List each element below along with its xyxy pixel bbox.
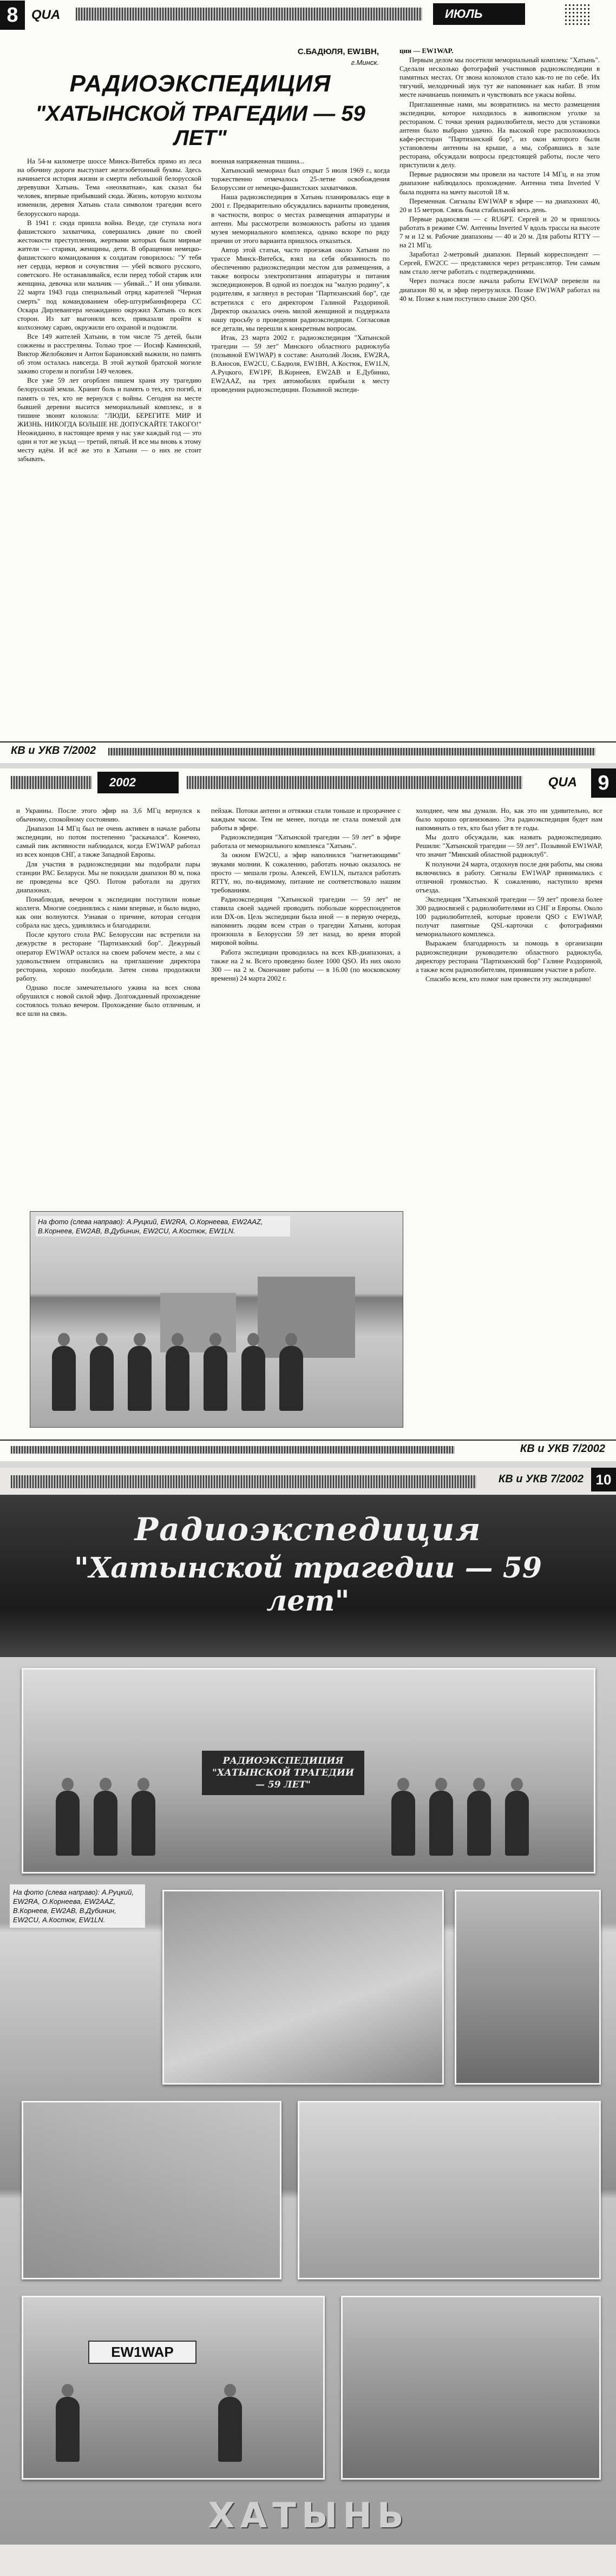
page-footer — [0, 741, 616, 760]
page-number: 8 — [0, 1, 25, 30]
paragraph: Работа экспедиции проводилась на всех КВ-диапазонах, а также на 2 м. Всего проведено более 1000 QSO. Из них около 300 — на 2 м. Окончание работы — в 16.00 (по московскому времени) 24 марта 2002 г. — [211, 948, 401, 982]
expedition-sign: РАДИОЭКСПЕДИЦИЯ "ХАТЫНСКОЙ ТРАГЕДИИ — 59 ЛЕТ" — [202, 1751, 364, 1795]
header-stripe — [76, 8, 422, 21]
callsign-sign: EW1WAP — [88, 2341, 196, 2364]
photo-building — [160, 1293, 236, 1352]
paragraph: Диапазон 14 МГц был не очень активен в начале работы экспедиции, но потом постепенно "раскачался". Конечно, самый пик активности наблюдался, когда EW1WAP работал из всех концов СНГ, а также Западной Европы. — [16, 825, 200, 859]
paragraph: Однако после замечательного ужина на всех снова обрушился с новой силой эфир. Долгожданный прохождение состоялось только вечером. Прохождение было отличным, и все шли на связь. — [16, 983, 200, 1018]
bell-photo-tile — [341, 2296, 601, 2480]
footer-stripe — [11, 1446, 455, 1454]
article-title: РАДИОЭКСПЕДИЦИЯ — [69, 70, 331, 97]
photo-person — [94, 1791, 117, 1856]
header-dots — [564, 3, 591, 25]
article-column-2 — [211, 806, 401, 1201]
paragraph: холоднее, чем мы думали. Но, как это ни удивительно, все было хорошо организовано. Эта радиоэкспедиция будет нам напоминать о тех, кто был убит в те годы. — [416, 807, 602, 832]
page-header — [0, 0, 616, 30]
photo-person — [128, 1346, 152, 1411]
photo-person — [505, 1791, 529, 1856]
page-footer — [0, 1440, 616, 1458]
photo-person — [429, 1791, 453, 1856]
magazine-page-8 — [0, 0, 616, 763]
author-byline: С.БАДЮЛЯ, EW1BH, — [297, 47, 379, 56]
footer-stripe — [108, 748, 595, 755]
header-stripe — [11, 776, 92, 789]
paragraph: Первые радиосвязи — с RU6PT. Сергей и 20 м пришлось работать в режиме CW. Антенны Inverted V вдоль трассы на высоте 7 м и 12 м. Рабочие диапазоны — 40 и 20 м. Для работы RTTY — на 21 МГц. — [399, 215, 600, 249]
page-header — [0, 768, 616, 799]
monument-photo-tile — [455, 1890, 601, 2085]
article-column-3 — [416, 806, 602, 1429]
author-city: г.Минск. — [351, 58, 379, 67]
operators-photo-tile — [298, 2101, 601, 2279]
section-label: QUA — [548, 775, 577, 790]
paragraph: К полуночи 24 марта, отдохнув после дня работы, мы снова включились в работу. Сигналы EW1WAP принимались с отличной громкостью. К сожалению, наступило время отъезда. — [416, 860, 602, 894]
paragraph: Итак, 23 марта 2002 г. радиоэкспедиция "Хатынской трагедии — 59 лет" Минского областного радиоклуба (позывной EW1WAP) в составе: Анатолий Лосик, EW2RA, В.Аносов, EW2CU, С.Бадюля, EW1BH, А.Костюк, EW1LN, А.Руцкого, EW1PF, В.Корнеев, EW2AB и Е.Дубинко, EW2AAZ, на трех автомобилях прибыли к месту проведения радиоэкспедиции. Позывной экспеди- — [211, 333, 390, 394]
magazine-page-9 — [0, 768, 616, 1461]
monument-inscription: ХАТЫНЬ — [208, 2496, 409, 2536]
photo-person — [166, 1346, 189, 1411]
paragraph: Экспедиция "Хатынской трагедии — 59 лет" провела более 300 радиосвязей с радиолюбителями из СНГ и Европы. Около 100 радиолюбителей, которые провели QSO с EW1WAP, получат памятные QSL-карточки с фотографиями мемориального комплекса. — [416, 895, 602, 938]
paragraph: Переменная. Сигналы EW1WAP в эфире — на диапазонах 40, 20 и 15 метров. Связь была стабильной весь день. — [399, 197, 600, 214]
article-subtitle: "ХАТЫНСКОЙ ТРАГЕДИИ — 59 ЛЕТ" — [35, 102, 365, 150]
year-label: 2002 — [97, 772, 179, 793]
paragraph: Радиоэкспедиция "Хатынской трагедии — 59 лет" не ставила своей задачей проводить побольше корреспондентов или DX-ов. Цель экспедиции была иной — в первую очередь, напомнить людям всем стран о трагедии Хатыни, которая произошла в Белоруссии 59 лет назад, во время второй мировой войны. — [211, 895, 401, 947]
photo-person — [90, 1346, 114, 1411]
article-column-1 — [17, 157, 201, 736]
photo-person — [204, 1346, 227, 1411]
paragraph: Радиоэкспедиция "Хатынской трагедии — 59 лет" в эфире работала от мемориального комплекса "Хатынь". — [211, 833, 401, 850]
paragraph: Все 149 жителей Хатыни, в том числе 75 детей, были сожжены и расстреляны. Только трое — Иосиф Каминский, Виктор Желобкович и Антон Барановский выжили, но память об этом осталась навсегда. В этой жуткой братской могиле заживо сгорели и погибли 149 человек. — [17, 332, 201, 376]
photo-person — [218, 2397, 242, 2462]
article-column-2 — [211, 157, 390, 736]
photo-person — [279, 1346, 303, 1411]
paragraph: В 1941 г. сюда пришла война. Везде, где ступала нога фашистского захватчика, совершались дикие по своей жестокости преступления, жертвами которых были мирные жители — старики, женщины, дети. В обращении немецко-фашистского командования к солдатам говорилось: "У тебя нет сердца, нервов и сочувствия — убей всякого русского, советского. Не останавливайся, если перед тобой старик или женщина, девочка или мальчик — убивай..." И они убивали. 22 марта 1943 года специальный отряд карателей "Черная смерть" под командованием обер-штурмбаннфюрера СС Оскара Дирлевангера неожиданно окружил Хатынь со всех сторон. Из хат выгоняли всех, приказали пройти к колхозному сараю, окружили его охраной и подожгли. — [17, 219, 201, 331]
photo-person — [56, 2397, 80, 2462]
month-label: ИЮЛЬ — [433, 3, 525, 25]
page-header — [0, 1468, 616, 1493]
paragraph: Спасибо всем, кто помог нам провести эту экспедицию! — [425, 975, 592, 983]
paragraph: военная напряженная тишина... — [211, 157, 305, 165]
paragraph: После крутого стола РАС Белоруссии нас встретили на дежурстве в ресторане "Партизанский бор". Дежурный оператор EW1WAP остался на своем рабочем месте, а мы с удовольствием отправились на приглашение директора ресторана, хорошо пообедали. Затем снова продолжили работу. — [16, 931, 200, 982]
paragraph: Первые радиосвязи мы провели на частоте 14 МГц, и на этом диапазоне наблюдалось прохождение. Антенна типа Inverted V была поднята на мачту высотой 18 м. — [399, 170, 600, 196]
antenna-photo-tile — [22, 2101, 281, 2279]
photo-person — [56, 1791, 80, 1856]
paragraph: Хатынский мемориал был открыт 5 июля 1969 г., когда торжественно отмечалось 25-летие освобождения Белоруссии от немецко-фашистских захватчиков. — [211, 167, 390, 192]
paragraph: Наша радиоэкспедиция в Хатынь планировалась еще в 2001 г. Предварительно обсуждались варианты проведения, в частности, вопрос о местах размещения аппаратуры и антенн. Мы рассмотрели возможность работы из здания музея мемориального комплекса, однако вскоре по ряду причин от этого варианта пришлось отказаться. — [211, 193, 390, 245]
header-stripe — [11, 1475, 476, 1488]
banner-subtitle: "Хатынской трагедии — 59 лет" — [74, 1552, 542, 1618]
section-label: QUA — [31, 8, 61, 22]
paragraph: За окном EW2CU, а эфир наполнился "нагнетающими" звуками молнии. К сожалению, работать ночью оказалось не просто — мешали грозы. Алексей, EW1LN, пытался работать RTTY, но, по-видимому, питание не соответствовало нашим требованиям. — [211, 851, 401, 894]
header-stripe — [187, 776, 522, 789]
publication-name: КВ и УКВ 7/2002 — [11, 745, 96, 757]
paragraph: Приглашенные нами, мы возвратились на место размещения экспедиции, которое находилось в живописном уголке за рестораном. С точки зрения радиолюбителя, место для установки антенн было выбрано удачно. На высокой горе расположилось кафе-ресторан "Партизанский бор", из окон которого были установлены антенны на крыше, а мы, собравшись в зале ресторана, обсуждали вопросы предстоящей работы, после чего приступили к делу. — [399, 100, 600, 169]
group-photo — [30, 1211, 403, 1428]
photo-caption: На фото (слева направо): А.Руцкий, EW2RA, О.Корнеева, EW2AAZ, В.Корнеев, EW2AB, В.Дубинин, EW2CU, А.Костюк, EW1LN. — [36, 1216, 290, 1237]
photo-person — [391, 1791, 415, 1856]
magazine-page-10 — [0, 1468, 616, 2576]
paragraph: и Украины. После этого эфир на 3,6 МГц вернулся к обычному, спокойному состоянию. — [16, 807, 200, 824]
publication-name: КВ и УКВ 7/2002 — [498, 1473, 584, 1485]
paragraph: Автор этой статьи, часто проезжая около Хатыни по трассе Минск-Витебск, взял на себя обязанность по обеспечению радиоэкспедиции местом для размещения, а также вопросы электропитания аппаратуры и питания экспедиционеров. В одной из поездок на "малую родину", к родителям, я заглянул в ресторан "Партизанский бор", где встретился с его директором Галиной Раздориной. Директор оказалась очень милой женщиной и поддержала нашу просьбу о проведении радиоэкспедиции. Согласовав все детали, мы перешли к конкретным вопросам. — [211, 246, 390, 332]
photo-person — [467, 1791, 491, 1856]
photo-person — [241, 1346, 265, 1411]
group-photo-tile — [22, 1668, 595, 1874]
paragraph: Для участия в радиоэкспедиции мы подобрали пары станции РАС Беларуси. Мы не покидали диапазон 80 м, пока не проведены все QSO. Потом работали на других диапазонах. — [16, 860, 200, 894]
paragraph: Мы долго обсуждали, как назвать радиоэкспедицию. Решили: "Хатынской трагедии — 59 лет". Позывной EW1WAP, что значит "Минский областной радиоклуб". — [416, 833, 602, 859]
paragraph: На 54-м километре шоссе Минск-Витебск прямо из леса на обочину дороги выступает железобетонный буквы. Здесь начинается история жизни и смерти небольшой белорусской деревушки Хатынь. Тема «неохватная», как сказал бы человек, впервые прибывший сюда. Жизнь, которую колхозы изменили, деревня Хатынь стала символом трагедии всего белорусского народа. — [17, 157, 201, 218]
publication-name: КВ и УКВ 7/2002 — [520, 1443, 605, 1455]
paragraph: Понаблюдав, вечером к экспедиции поступили новые коллеги. Многие соединялись с нами впервые, и было видно, как они волнуются. Узнавая о причине, которая сегодня собрала нас здесь, удивлялись и благодарили. — [16, 895, 200, 930]
paragraph: ции — EW1WAP. — [399, 47, 454, 55]
article-column-3 — [399, 47, 600, 736]
page-number: 10 — [591, 1468, 616, 1491]
article-column-1 — [16, 806, 200, 1201]
station-photo-tile — [162, 1890, 444, 2085]
banner-title: Радиоэкспедиция — [134, 1511, 482, 1548]
page-number: 9 — [591, 768, 616, 798]
paragraph: Выражаем благодарность за помощь в организации радиоэкспедиции руководителю областного радиоклуба, директору ресторана "Партизанский бор" Галине Раздориной, а также всем радиолюбителям, принявшим участие в работе. — [416, 939, 602, 974]
memorial-photo-tile — [22, 2296, 325, 2480]
photo-building — [258, 1277, 355, 1358]
photo-person — [52, 1346, 76, 1411]
paragraph: Первым делом мы посетили мемориальный комплекс "Хатынь". Сделали несколько фотографий участников радиоэкспедиции в памятных местах. От звона колоколов стало как-то не по себе. Их тягучий, мелодичный звук тут же напоминает как набат. В этом месте начинаешь понимать и чувствовать все ужасы войны. — [399, 56, 600, 99]
paragraph: Все уже 59 лет огорблен пишем храня эту трагедию белорусский земли. Хранит боль и память о тех, кто погиб, и память о тех, кто не вернулся с войны. Сегодня на месте бывшей деревни высится мемориальный комплекс, и в тишине звонят колокола: "ЛЮДИ, БЕРЕГИТЕ МИР И ЖИЗНЬ. НИКОГДА БОЛЬШЕ НЕ ДОПУСКАЙТЕ ТАКОГО!" Неожиданно, в настоящее время у нас уже каждый год — это один и тот же уклад — третий, пятый. И все мы вновь к этому месту идём. И всё же это в Хатыни — о них не стоит забывать. — [17, 377, 201, 463]
paragraph: Заработал 2-метровый диапазон. Первый корреспондент — Сергей, EW2CC — представился через ретранслятор. Тем самым нам стало легче работать с подтверждениями. — [399, 251, 600, 276]
photo-person — [132, 1791, 155, 1856]
paragraph: Через полчаса после начала работы EW1WAP перевели на диапазон 80 м, и эфир перегрузился. Позже EW1WAP работал на 40 м. Позже к нам поступило свыше 200 QSO. — [399, 277, 600, 303]
photo-caption: На фото (слева направо): А.Руцкий, EW2RA, О.Корнеева, EW2AAZ, В.Корнеев, EW2AB, В.Дубинин, EW2CU, А.Костюк, EW1LN. — [10, 1884, 145, 1928]
paragraph: пейзаж. Потоки антенн и оттяжки стали тоньше и прозрачнее с каждым часом. Тем не менее, погода не стала помехой для работы в эфире. — [211, 807, 401, 832]
